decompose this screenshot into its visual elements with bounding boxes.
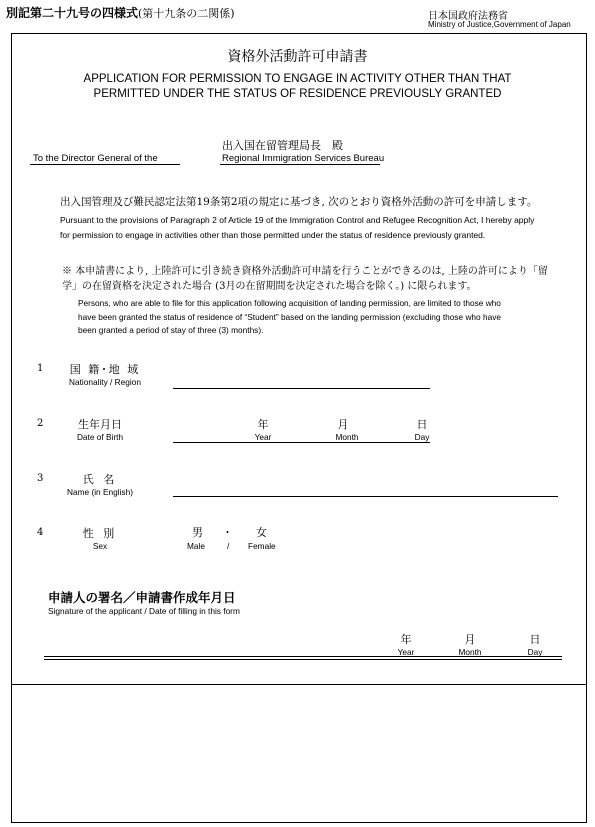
- form-title-en-line1: APPLICATION FOR PERMISSION TO ENGAGE IN ACTIVITY OTHER THAN THAT: [83, 73, 512, 85]
- dob-month-en: Month: [335, 432, 359, 442]
- form-reference: (第十九条の二関係): [138, 7, 235, 20]
- nationality-label-en: Nationality / Region: [69, 377, 141, 387]
- name-input-line[interactable]: [173, 496, 558, 497]
- note-en: Persons, who are able to file for this application following acquisition of landing permission, are limited to those who have been granted the status of residence of “Student” based on the landing permission (excluding those who have been granted a period of stay of three (3) months).: [78, 298, 501, 335]
- note-jp: ※ 本申請書により, 上陸許可に引き続き資格外活動許可申請を行うことができるのは, 上陸の許可により「留学」の在留資格を決定された場合 (3月の在留期間を決定された場合を除く。) に限られます。: [62, 266, 548, 292]
- addressee-jp: 出入国在留管理局長 殿: [222, 139, 343, 152]
- nationality-input-line[interactable]: [173, 388, 430, 389]
- dob-day-jp: 日: [416, 418, 428, 431]
- intro-jp: 出入国管理及び難民認定法第19条第2項の規定に基づき, 次のとおり資格外活動の許可を申請します。: [60, 196, 538, 208]
- field-2-number: 2: [37, 418, 44, 429]
- sig-month-jp: 月: [464, 633, 476, 646]
- name-label-en: Name (in English): [67, 487, 133, 497]
- field-3-number: 3: [37, 473, 44, 484]
- form-number-label: 別記第二十九号の四様式: [6, 6, 139, 20]
- dob-input-line[interactable]: [173, 442, 430, 443]
- ministry-name-en: Ministry of Justice,Government of Japan: [428, 20, 571, 29]
- addressee-en-right: Regional Immigration Services Bureau: [222, 153, 385, 164]
- female-option-en[interactable]: Female: [248, 541, 276, 551]
- addressee-en-left: To the Director General of the: [33, 153, 158, 164]
- female-option-jp[interactable]: 女: [256, 526, 267, 539]
- signature-line-bottom: [44, 659, 562, 660]
- dob-year-en: Year: [254, 432, 272, 442]
- form-number: [6, 4, 235, 21]
- signature-line-top[interactable]: [44, 656, 562, 657]
- form-divider: [11, 684, 587, 685]
- dob-day-en: Day: [414, 432, 430, 442]
- sig-month-en: Month: [458, 647, 482, 657]
- field-4-number: 4: [37, 527, 44, 538]
- intro-en: Pursuant to the provisions of Paragraph 2 of Article 19 of the Immigration Control and Refugee Recognition Act, I hereby apply for permission to engage in activities other than those permitted under the status of residence previously granted.: [60, 215, 535, 240]
- sex-label-jp: 性 別: [82, 527, 118, 540]
- addressee-line: [30, 164, 180, 165]
- male-option-jp[interactable]: 男: [192, 526, 203, 539]
- dob-label-jp: 生年月日: [78, 418, 122, 431]
- form-title-jp: 資格外活動許可申請書: [227, 49, 368, 65]
- male-option-en[interactable]: Male: [187, 541, 205, 551]
- ministry-name-jp: 日本国政府法務省: [428, 11, 508, 22]
- nationality-label-jp: 国 籍･地 域: [69, 363, 141, 376]
- dob-month-jp: 月: [337, 418, 349, 431]
- sex-separator-dot: ・: [222, 526, 233, 539]
- dob-label-en: Date of Birth: [76, 432, 124, 442]
- dob-year-jp: 年: [257, 418, 269, 431]
- sex-label-en: Sex: [92, 541, 108, 551]
- sig-year-jp: 年: [400, 633, 412, 646]
- sex-separator-slash: /: [227, 541, 230, 551]
- sig-day-jp: 日: [529, 633, 541, 646]
- form-title-en-line2: PERMITTED UNDER THE STATUS OF RESIDENCE PREVIOUSLY GRANTED: [93, 88, 502, 100]
- field-1-number: 1: [37, 363, 44, 374]
- sig-year-en: Year: [397, 647, 415, 657]
- name-label-jp: 氏 名: [82, 473, 118, 486]
- signature-label-en: Signature of the applicant / Date of filling in this form: [48, 606, 240, 616]
- bureau-input-line[interactable]: [220, 164, 380, 165]
- form-title-en: [0, 72, 595, 102]
- sig-day-en: Day: [527, 647, 543, 657]
- signature-label-jp: 申請人の署名／申請書作成年月日: [48, 590, 236, 605]
